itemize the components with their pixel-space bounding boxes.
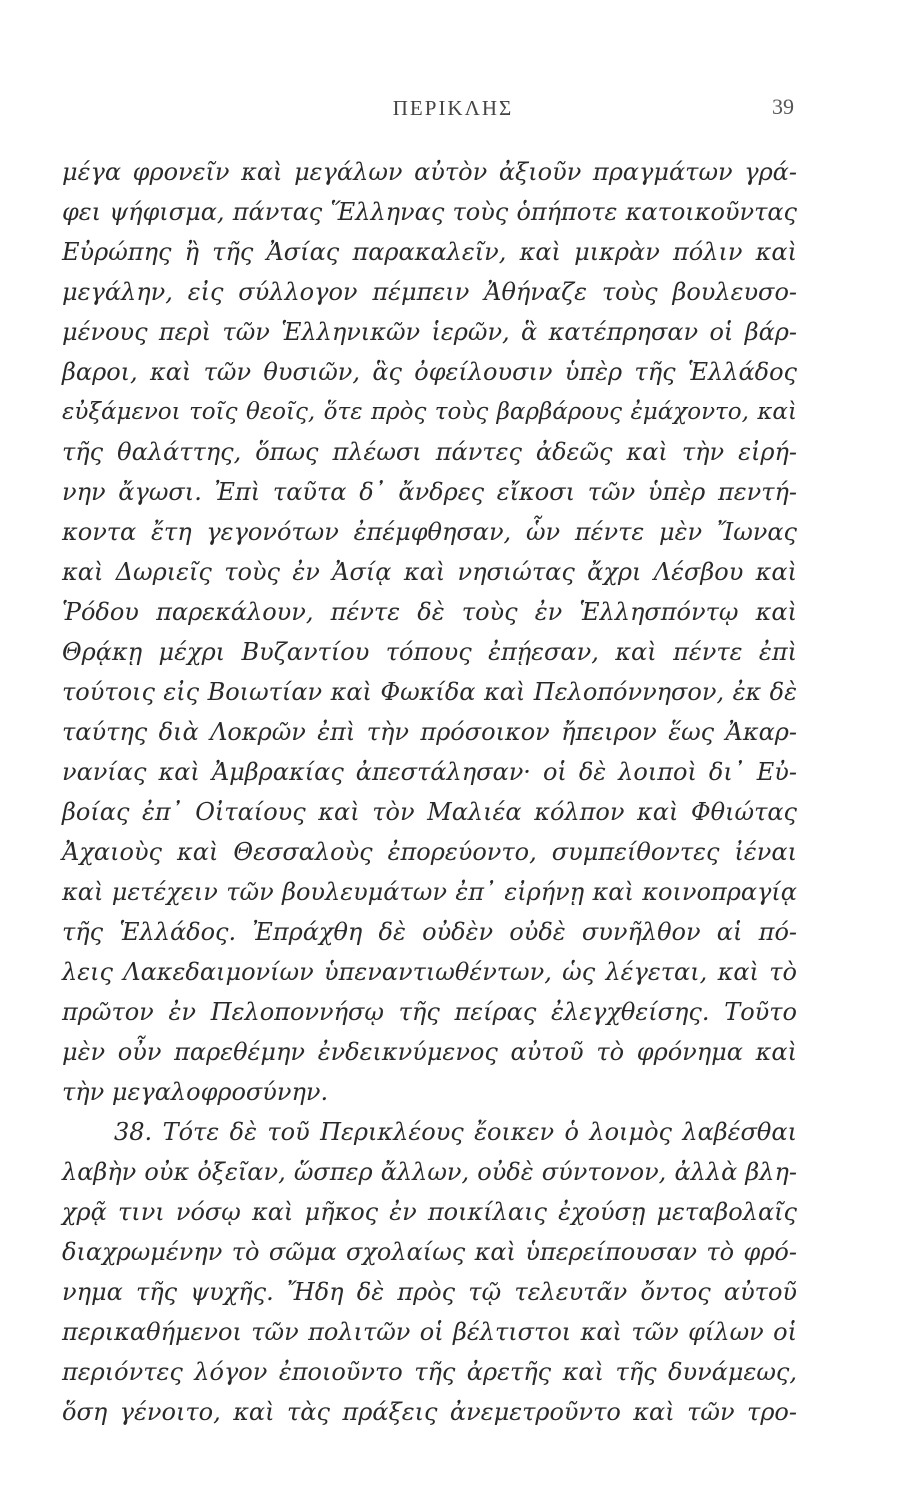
text-line: τῆς Ἑλλάδος. Ἐπράχθη δὲ οὐδὲν οὐδὲ συνῆλθον αἱ πό- xyxy=(62,918,797,946)
text-line: Θρᾴκῃ μέχρι Βυζαντίου τόπους ἐπῄεσαν, καὶ πέντε ἐπὶ xyxy=(62,638,797,666)
text-line: κοντα ἔτη γεγονότων ἐπέμφθησαν, ὧν πέντε μὲν Ἴωνας xyxy=(62,518,797,546)
text-line: βαροι, καὶ τῶν θυσιῶν, ἃς ὀφείλουσιν ὑπὲρ τῆς Ἑλλάδος xyxy=(62,358,797,386)
text-line: καὶ Δωριεῖς τοὺς ἐν Ἀσίᾳ καὶ νησιώτας ἄχρι Λέσβου καὶ xyxy=(62,558,797,586)
text-line: τούτοις εἰς Βοιωτίαν καὶ Φωκίδα καὶ Πελοπόννησον, ἐκ δὲ xyxy=(62,678,797,706)
text-line: εὐξάμενοι τοῖς θεοῖς, ὅτε πρὸς τοὺς βαρβάρους ἐμάχοντο, καὶ xyxy=(62,399,797,425)
section-38-start: 38. Τότε δὲ τοῦ Περικλέους ἔοικεν ὁ λοιμὸς λαβέσθαι xyxy=(114,1118,797,1146)
text-line: χρᾷ τινι νόσῳ καὶ μῆκος ἐν ποικίλαις ἐχούσῃ μεταβολαῖς xyxy=(62,1198,797,1226)
text-line: λεις Λακεδαιμονίων ὑπεναντιωθέντων, ὡς λέγεται, καὶ τὸ xyxy=(62,958,797,986)
text-line: καὶ μετέχειν τῶν βουλευμάτων ἐπ᾽ εἰρήνῃ καὶ κοινοπραγίᾳ xyxy=(62,878,797,906)
text-line: νημα τῆς ψυχῆς. Ἤδη δὲ πρὸς τῷ τελευτᾶν ὄντος αὐτοῦ xyxy=(62,1278,797,1306)
text-line: Ῥόδου παρεκάλουν, πέντε δὲ τοὺς ἐν Ἑλλησπόντῳ καὶ xyxy=(62,598,797,626)
text-line: λαβὴν οὐκ ὀξεῖαν, ὥσπερ ἄλλων, οὐδὲ σύντονον, ἀλλὰ βλη- xyxy=(62,1158,797,1186)
text-line: βοίας ἐπ᾽ Οἰταίους καὶ τὸν Μαλιέα κόλπον καὶ Φθιώτας xyxy=(62,798,797,826)
text-line: περιόντες λόγον ἐποιοῦντο τῆς ἀρετῆς καὶ τῆς δυνάμεως, xyxy=(62,1358,797,1386)
text-line: ταύτης διὰ Λοκρῶν ἐπὶ τὴν πρόσοικον ἤπειρον ἕως Ἀκαρ- xyxy=(62,718,797,746)
text-line: Ἀχαιοὺς καὶ Θεσσαλοὺς ἐπορεύοντο, συμπείθοντες ἰέναι xyxy=(62,838,797,866)
text-line: φει ψήφισμα, πάντας Ἕλληνας τοὺς ὁπήποτε κατοικοῦντας xyxy=(62,198,797,226)
text-line: νανίας καὶ Ἀμβρακίας ἀπεστάλησαν· οἱ δὲ λοιποὶ δι᾽ Εὐ- xyxy=(62,758,797,786)
text-line: τῆς θαλάττης, ὅπως πλέωσι πάντες ἀδεῶς καὶ τὴν εἰρή- xyxy=(62,438,797,466)
running-title: ΠΕΡΙΚΛΗΣ xyxy=(392,96,514,120)
text-line: διαχρωμένην τὸ σῶμα σχολαίως καὶ ὑπερείπουσαν τὸ φρό- xyxy=(62,1238,797,1266)
text-line: Εὐρώπης ἢ τῆς Ἀσίας παρακαλεῖν, καὶ μικρὰν πόλιν καὶ xyxy=(62,238,797,266)
body-text xyxy=(62,152,797,1432)
text-line: μένους περὶ τῶν Ἑλληνικῶν ἱερῶν, ἃ κατέπρησαν οἱ βάρ- xyxy=(62,318,797,346)
text-line: πρῶτον ἐν Πελοποννήσῳ τῆς πείρας ἐλεγχθείσης. Τοῦτο xyxy=(62,998,797,1026)
page-number: 39 xyxy=(772,94,794,119)
text-line: ὅση γένοιτο, καὶ τὰς πράξεις ἀνεμετροῦντο καὶ τῶν τρο- xyxy=(62,1398,797,1426)
text-line: μὲν οὖν παρεθέμην ἐνδεικνύμενος αὐτοῦ τὸ φρόνημα καὶ xyxy=(62,1038,797,1066)
text-line: περικαθήμενοι τῶν πολιτῶν οἱ βέλτιστοι καὶ τῶν φίλων οἱ xyxy=(62,1318,797,1346)
text-line: νην ἄγωσι. Ἐπὶ ταῦτα δ᾽ ἄνδρες εἴκοσι τῶν ὑπὲρ πεντή- xyxy=(62,478,797,506)
text-line: μεγάλην, εἰς σύλλογον πέμπειν Ἀθήναζε τοὺς βουλευσο- xyxy=(62,278,797,306)
paragraph-end-line: τὴν μεγαλοφροσύνην. xyxy=(62,1078,329,1106)
text-line: μέγα φρονεῖν καὶ μεγάλων αὐτὸν ἀξιοῦν πραγμάτων γρά- xyxy=(62,158,797,186)
